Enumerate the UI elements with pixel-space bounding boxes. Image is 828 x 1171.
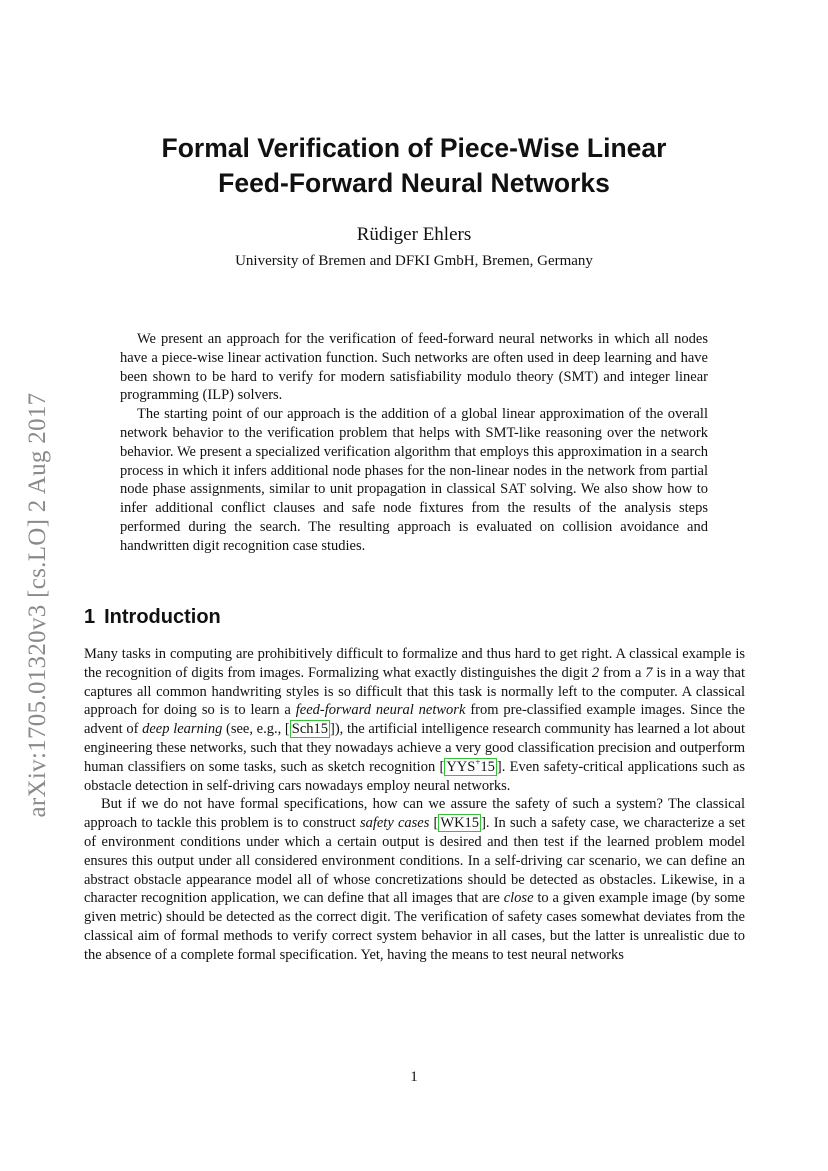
text-run: [ xyxy=(429,815,439,832)
abstract-paragraph-1: We present an approach for the verification of feed-forward neural networks in which all nodes have a piece-wise linear activation function. Such networks are often used in deep learning and have been shown to be hard to verify for modern satisfiability modulo theory (SMT) and integer linear programming (ILP) solvers. xyxy=(120,331,708,404)
arxiv-identifier-text: arXiv:1705.01320v3 [cs.LO] 2 Aug 2017 xyxy=(24,392,51,818)
abstract-paragraph-2: The starting point of our approach is the addition of a global linear approximation of the overall network behavior to the verification problem that helps with SMT-like reasoning over the network behavior. We present a specialized verification algorithm that employs this approximation in a search process in which it infers additional node phases for the non-linear nodes in the network from partial node phase assignments, similar to unit propagation in classical SAT solving. We also show how to infer additional conflict clauses and safe node fixtures from the results of the analysis steps performed during the search. The resulting approach is evaluated on collision avoidance and handwritten digit recognition case studies. xyxy=(120,406,708,554)
citation-text: 15 xyxy=(480,758,495,775)
intro-paragraph-1 xyxy=(84,645,745,795)
author-name: Rüdiger Ehlers xyxy=(356,224,472,245)
paper-title xyxy=(84,131,744,201)
introduction-body xyxy=(84,645,745,965)
section-number: 1 xyxy=(84,606,96,628)
section-heading-introduction xyxy=(84,604,221,630)
citation-link-yys15[interactable] xyxy=(444,758,497,776)
emphasis: deep learning xyxy=(142,721,223,738)
emphasis: safety cases xyxy=(359,815,430,832)
emphasis: 7 xyxy=(645,664,653,681)
text-run: ]. In such a safety case, we characterize a set of environment conditions under which a certain output is desired and then test if the learned problem model ensures this output under all considered environment conditions. In a self-driving car scenario, we can define an abstract obstacle appearance model all of whose concretizations should be detected as obstacles. Likewise, in a character recognition application, we can define that all images that are xyxy=(84,815,745,907)
text-run: (see, e.g., [ xyxy=(222,721,290,738)
section-title: Introduction xyxy=(104,606,221,628)
title-line-1: Formal Verification of Piece-Wise Linear xyxy=(161,133,667,163)
intro-paragraph-2 xyxy=(84,795,745,964)
emphasis: 2 xyxy=(591,664,600,681)
emphasis: close xyxy=(503,890,534,907)
emphasis: feed-forward neural network xyxy=(295,702,466,719)
text-run: is in a way that captures all common handwriting styles is so difficult that this task is normally left to the computer. A classical approach for doing so is to learn a xyxy=(84,664,745,719)
author-affiliation: University of Bremen and DFKI GmbH, Bremen, Germany xyxy=(235,253,593,269)
citation-superscript: + xyxy=(475,756,481,767)
title-line-2: Feed-Forward Neural Networks xyxy=(218,168,610,198)
citation-text: YYS xyxy=(446,758,476,775)
citation-link-sch15[interactable]: Sch15 xyxy=(291,721,329,738)
page-number: 1 xyxy=(410,1069,418,1085)
text-run: Many tasks in computing are prohibitively difficult to formalize and thus hard to get right. A classical example is the recognition of digits from images. Formalizing what exactly distinguishes the digit xyxy=(84,646,745,681)
text-run: to a given example image (by some given metric) should be detected as the correct digit. The verification of safety cases somewhat deviates from the classical aim of formal methods to verify correct system behavior in all cases, but the latter is unrealistic due to the absence of a complete formal specification. Yet, having the means to test neural networks xyxy=(84,890,745,963)
abstract xyxy=(120,330,708,556)
text-run: ]), the artificial intelligence research community has learned a lot about engineering these networks, such that they nowadays achieve a very good classification precision and outperform human classifiers on some tasks, such as sketch recognition [ xyxy=(84,721,745,775)
text-run: from pre-classified example images. Since the advent of xyxy=(84,702,745,738)
text-run: But if we do not have formal specifications, how can we assure the safety of such a system? The classical approach to tackle this problem is to construct xyxy=(84,796,745,832)
citation-link-wk15[interactable]: WK15 xyxy=(440,815,480,832)
text-run: from a xyxy=(599,664,646,681)
text-run: ]. Even safety-critical applications such as obstacle detection in self-driving cars nowadays employ neural networks. xyxy=(84,758,745,794)
